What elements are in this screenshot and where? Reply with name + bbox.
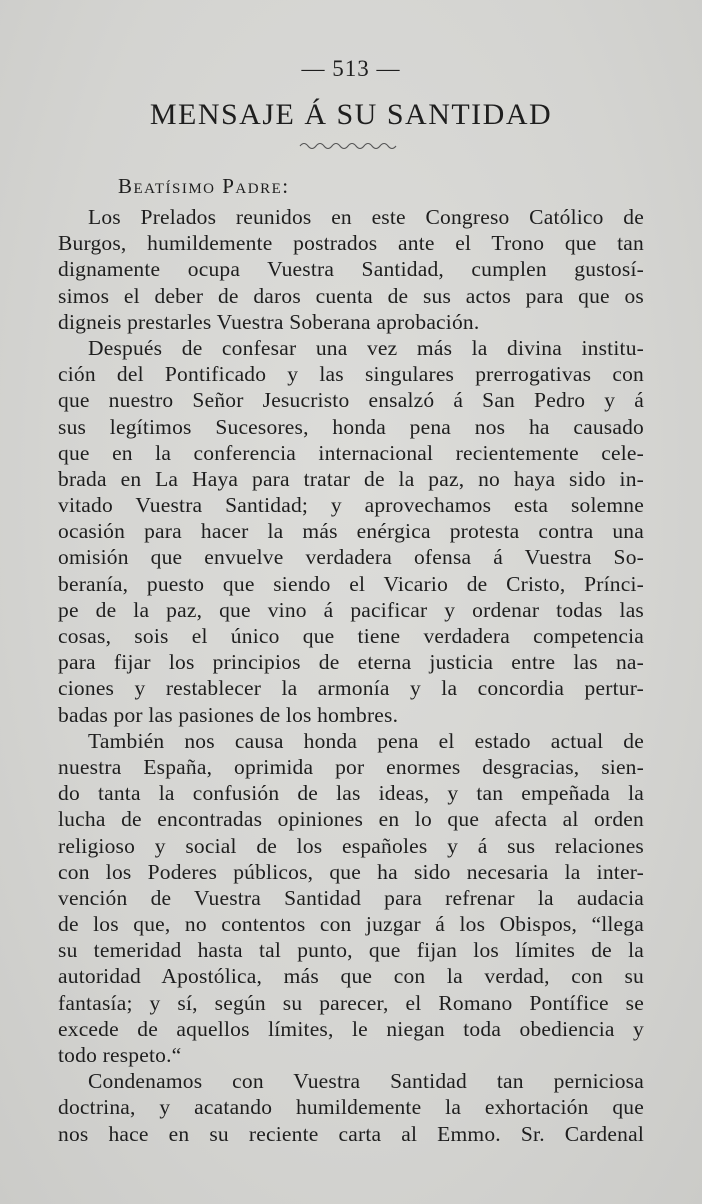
text-line: para fijar los principios de eterna justicia entre las na- [58, 650, 644, 675]
text-line: También nos causa honda pena el estado actual de [88, 728, 644, 753]
text-line: Los Prelados reunidos en este Congreso Católico de [88, 205, 644, 229]
text-line: con los Poderes públicos, que ha sido necesaria la inter- [58, 859, 644, 884]
text-line: nos hace en su reciente carta al Emmo. Sr. Cardenal [58, 1121, 644, 1146]
text-line: omisión que envuelve verdadera ofensa á Vuestra So- [58, 545, 644, 570]
text-line: do tanta la confusión de las ideas, y tan empeñada la [58, 781, 644, 806]
text-line: excede de aquellos límites, le niegan toda obediencia y [58, 1016, 644, 1041]
text-line: dignamente ocupa Vuestra Santidad, cumplen gustosí- [58, 257, 644, 282]
page-number: — 513 — [301, 56, 401, 81]
text-line: Después de confesar una vez más la divina institu- [88, 335, 644, 360]
text-line: brada en La Haya para tratar de la paz, no haya sido in- [58, 466, 644, 491]
text-line: ción del Pontificado y las singulares prerrogativas con [58, 362, 644, 387]
text-line: que en la conferencia internacional recientemente cele- [58, 440, 644, 465]
ornament-squiggle-icon [298, 140, 402, 152]
text-line: nuestra España, oprimida por enormes desgracias, sien- [58, 754, 644, 779]
salutation: Beatísimo Padre: [118, 174, 290, 198]
text-line: vención de Vuestra Santidad para refrenar la audacia [58, 885, 644, 910]
text-line: simos el deber de daros cuenta de sus actos para que os [58, 283, 644, 308]
text-line: Condenamos con Vuestra Santidad tan perniciosa [88, 1069, 644, 1094]
text-line: doctrina, y acatando humildemente la exhortación que [58, 1095, 644, 1120]
text-line: beranía, puesto que siendo el Vicario de Cristo, Prínci- [58, 571, 644, 596]
page-title: MENSAJE Á SU SANTIDAD [149, 98, 553, 131]
text-line: Burgos, humildemente postrados ante el Trono que tan [58, 231, 644, 256]
text-line: fantasía; y sí, según su parecer, el Romano Pontífice se [58, 990, 644, 1015]
text-line: badas por las pasiones de los hombres. [58, 702, 399, 727]
text-line: lucha de encontradas opiniones en lo que afecta al orden [58, 807, 644, 832]
text-line: ciones y restablecer la armonía y la concordia pertur- [58, 676, 644, 701]
text-line: su temeridad hasta tal punto, que fijan los límites de la [58, 938, 644, 963]
text-line: autoridad Apostólica, más que con la verdad, con su [58, 964, 644, 989]
text-line: que nuestro Señor Jesucristo ensalzó á San Pedro y á [58, 388, 644, 413]
text-line: de los que, no contentos con juzgar á los Obispos, “llega [58, 912, 644, 937]
letter-body [58, 204, 644, 1147]
text-line: todo respeto.“ [58, 1043, 182, 1067]
text-line: cosas, sois el único que tiene verdadera competencia [58, 624, 644, 648]
text-line: religioso y social de los españoles y á sus relaciones [58, 833, 644, 858]
text-line: ocasión para hacer la más enérgica protesta contra una [58, 519, 644, 544]
text-line: pe de la paz, que vino á pacificar y ordenar todas las [58, 597, 644, 622]
text-line: digneis prestarles Vuestra Soberana aprobación. [58, 309, 480, 334]
text-line: sus legítimos Sucesores, honda pena nos ha causado [58, 414, 644, 439]
text-line: vitado Vuestra Santidad; y aprovechamos esta solemne [58, 493, 644, 518]
